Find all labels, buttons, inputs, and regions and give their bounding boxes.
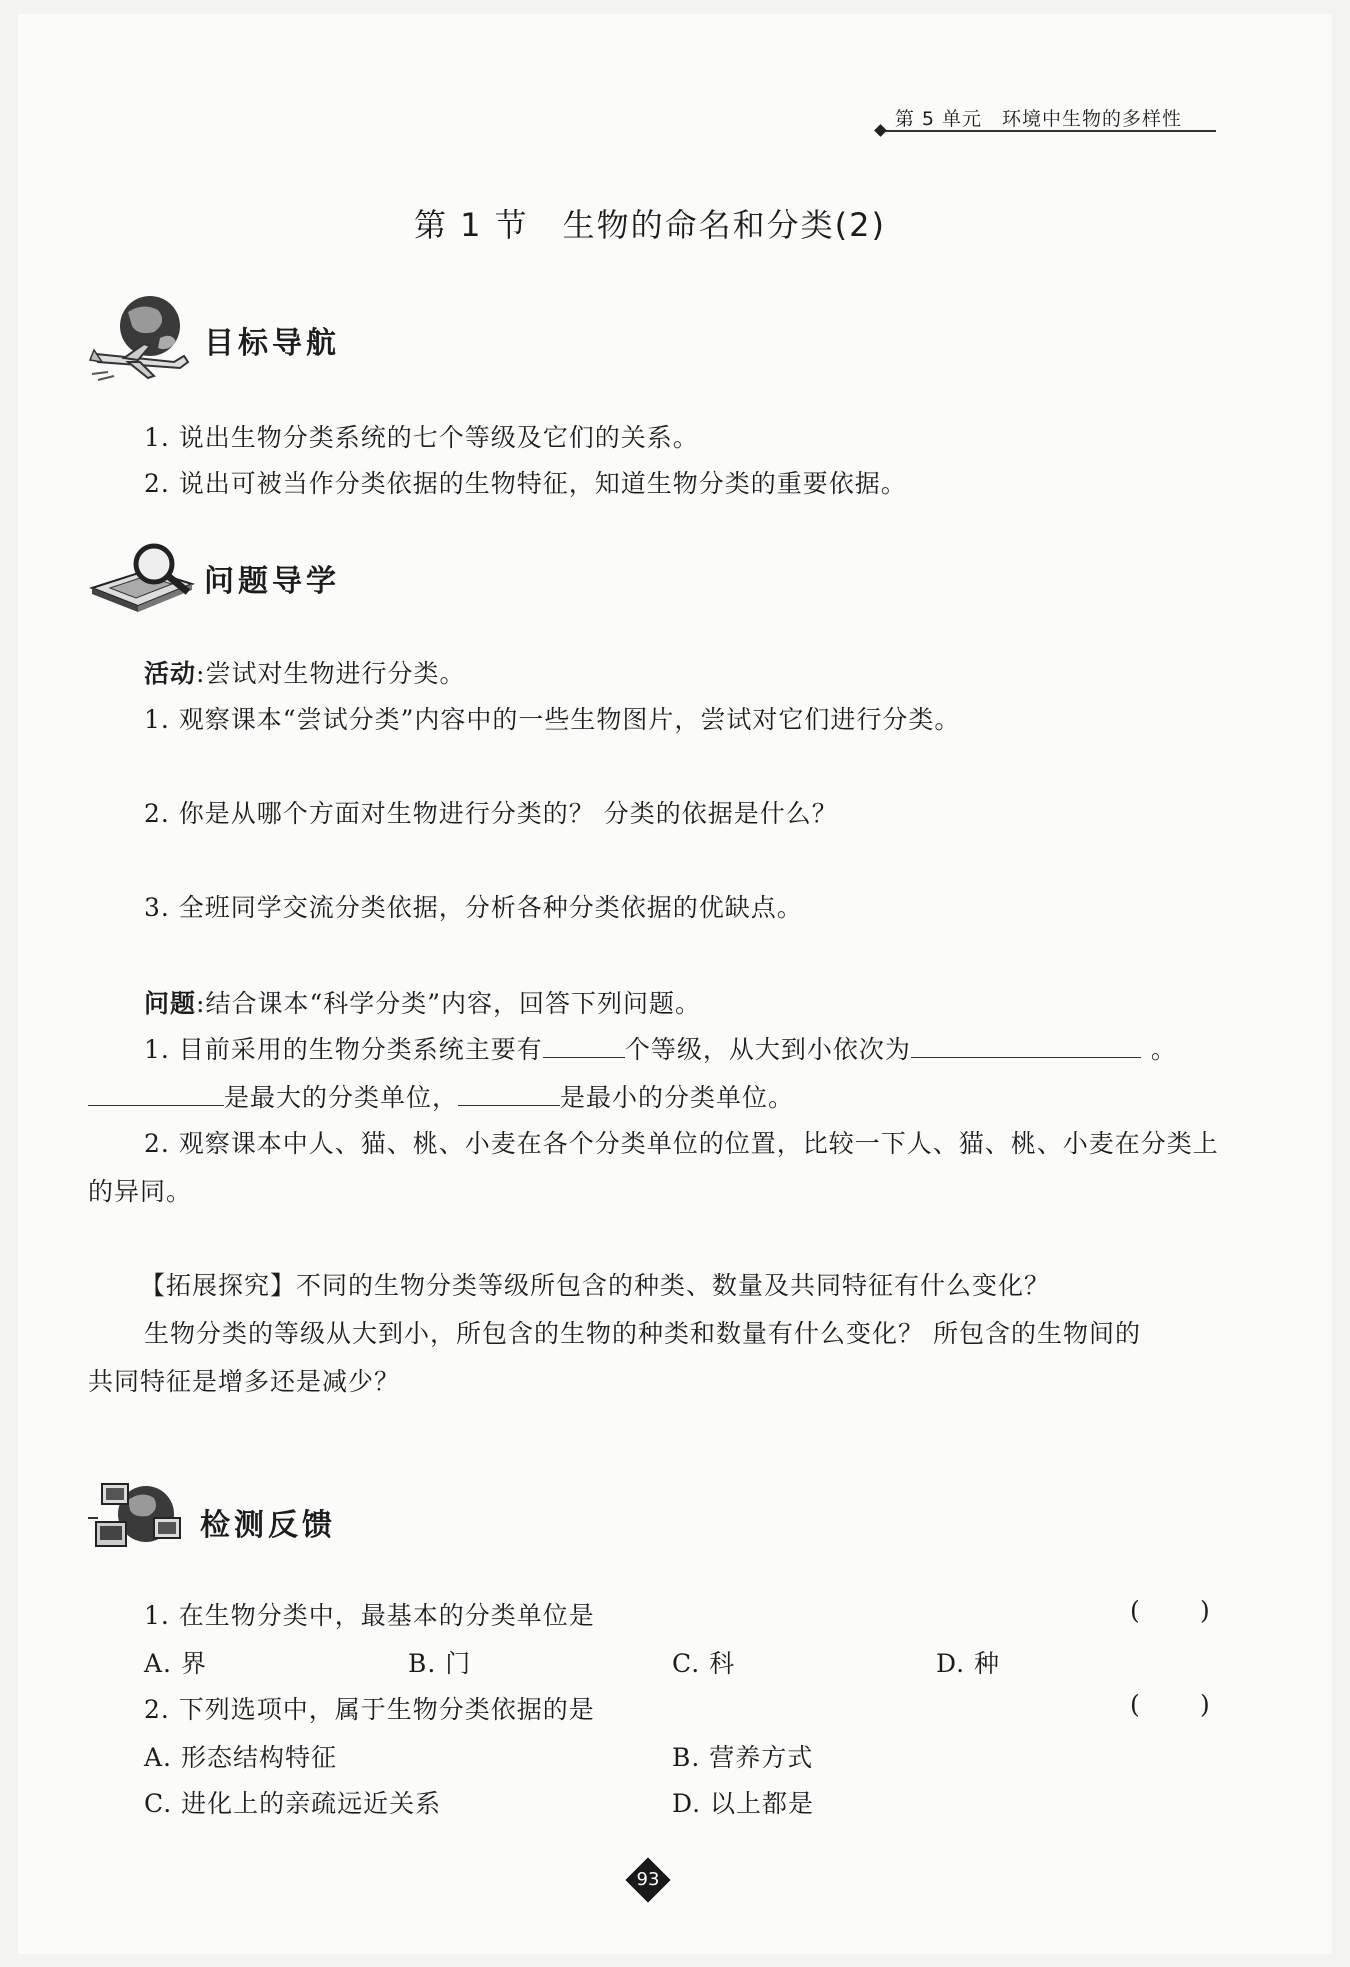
section-heading-questions: 问题导学 <box>204 564 340 599</box>
activity-item-3: 3. 全班同学交流分类依据，分析各种分类依据的优缺点。 <box>144 893 803 922</box>
page-number: 93 <box>636 1869 660 1890</box>
question-1-part-b: 个等级，从大到小依次为 <box>624 1035 911 1064</box>
section-heading-goals: 目标导航 <box>204 326 340 361</box>
activity-line <box>144 654 465 690</box>
globe-computer-icon <box>88 1478 188 1558</box>
question-1-line1 <box>144 1030 1177 1066</box>
answer-blank-count[interactable] <box>543 1035 625 1058</box>
extension-line3: 共同特征是增多还是减少？ <box>88 1367 401 1396</box>
question-1-part-c: 是最大的分类单位， <box>224 1083 459 1112</box>
q1-option-b[interactable]: B. 门 <box>408 1649 472 1678</box>
page-title: 第 1 节 生物的命名和分类(2) <box>413 206 887 244</box>
question-1-line2 <box>88 1078 794 1114</box>
question-1-part-a: 1. 目前采用的生物分类系统主要有 <box>144 1035 543 1064</box>
q1-option-d[interactable]: D. 种 <box>936 1649 1001 1678</box>
answer-blank-order[interactable] <box>911 1035 1141 1058</box>
question-2-line1: 2. 观察课本中人、猫、桃、小麦在各个分类单位的位置，比较一下人、猫、桃、小麦在分类上 <box>144 1129 1219 1158</box>
extension-line2: 生物分类的等级从大到小，所包含的生物的种类和数量有什么变化？ 所包含的生物间的 <box>144 1319 1141 1348</box>
answer-paren-2-open: ( <box>1130 1690 1140 1719</box>
q2-option-b[interactable]: B. 营养方式 <box>672 1743 814 1772</box>
answer-blank-largest[interactable] <box>88 1083 224 1106</box>
globe-airplane-icon <box>88 292 198 384</box>
q1-option-c[interactable]: C. 科 <box>672 1649 736 1678</box>
header-rule <box>880 130 1216 132</box>
q2-option-a[interactable]: A. 形态结构特征 <box>144 1743 337 1772</box>
q2-option-d[interactable]: D. 以上都是 <box>672 1789 815 1818</box>
problem-line <box>144 984 701 1020</box>
feedback-question-1: 1. 在生物分类中，最基本的分类单位是 <box>144 1601 595 1630</box>
question-1-end: 。 <box>1150 1035 1177 1064</box>
goal-item-2: 2. 说出可被当作分类依据的生物特征，知道生物分类的重要依据。 <box>144 469 907 498</box>
problem-label: 问题 <box>144 989 197 1018</box>
question-2-line2: 的异同。 <box>88 1177 193 1206</box>
unit-header: 第 5 单元 环境中生物的多样性 <box>894 108 1182 130</box>
question-1-part-d: 是最小的分类单位。 <box>560 1083 795 1112</box>
answer-blank-smallest[interactable] <box>458 1083 560 1106</box>
extension-line1 <box>140 1266 1050 1302</box>
q1-option-a[interactable]: A. 界 <box>144 1649 207 1678</box>
section-heading-feedback: 检测反馈 <box>200 1508 336 1543</box>
magnifier-keyboard-icon <box>88 540 198 616</box>
extension-text: 不同的生物分类等级所包含的种类、数量及共同特征有什么变化？ <box>296 1271 1051 1300</box>
answer-paren-1-close: ) <box>1200 1596 1210 1625</box>
page-number-badge <box>626 1858 670 1902</box>
q2-option-c[interactable]: C. 进化上的亲疏远近关系 <box>144 1789 442 1818</box>
answer-paren-1-open: ( <box>1130 1596 1140 1625</box>
problem-text: :结合课本“科学分类”内容，回答下列问题。 <box>196 989 702 1018</box>
goal-item-1: 1. 说出生物分类系统的七个等级及它们的关系。 <box>144 423 699 452</box>
activity-text: :尝试对生物进行分类。 <box>196 659 466 688</box>
activity-label: 活动 <box>144 659 197 688</box>
answer-paren-2-close: ) <box>1200 1690 1210 1719</box>
feedback-question-2: 2. 下列选项中，属于生物分类依据的是 <box>144 1695 595 1724</box>
activity-item-2: 2. 你是从哪个方面对生物进行分类的？ 分类的依据是什么？ <box>144 799 838 828</box>
activity-item-1: 1. 观察课本“尝试分类”内容中的一些生物图片，尝试对它们进行分类。 <box>144 705 961 734</box>
extension-label: 【拓展探究】 <box>140 1271 297 1300</box>
